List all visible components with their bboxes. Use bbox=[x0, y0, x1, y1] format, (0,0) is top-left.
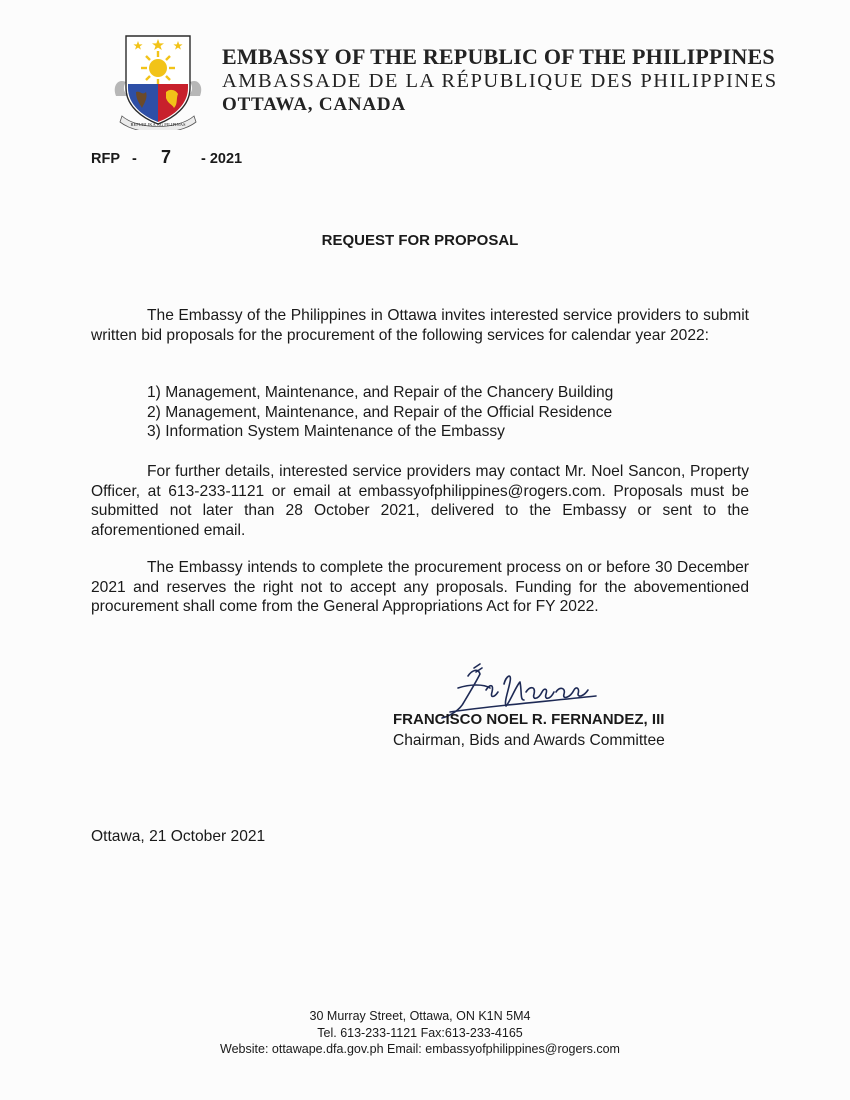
list-item: 1) Management, Maintenance, and Repair of the Chancery Building bbox=[147, 384, 614, 401]
reference-prefix: RFP bbox=[91, 151, 120, 167]
list-item: 3) Information System Maintenance of the Embassy bbox=[147, 423, 505, 441]
place-and-date: Ottawa, 21 October 2021 bbox=[91, 828, 266, 845]
services-list bbox=[147, 383, 613, 442]
procurement-paragraph bbox=[91, 558, 749, 617]
seal-motto: REPUBLIKA NG PILIPINAS bbox=[130, 122, 186, 127]
intro-text: The Embassy of the Philippines in Ottawa invites interested service providers to submit written bid proposals for the procurement of the following services for calendar year 2022: bbox=[91, 307, 749, 344]
details-text: For further details, interested service providers may contact Mr. Noel Sancon, Property Officer, at 613-233-1121 or email at embassyofphilippines@rogers.com. Proposals must be submitted not later than 28 October 2021, delivered to the Embassy or sent to the aforementioned email. bbox=[91, 463, 749, 539]
letterhead-line-english: EMBASSY OF THE REPUBLIC OF THE PHILIPPINES bbox=[222, 44, 775, 69]
letterhead-location: OTTAWA, CANADA bbox=[222, 94, 406, 115]
procurement-text: The Embassy intends to complete the procurement process on or before 30 December 2021 and reserves the right not to accept any proposals. Funding for the abovementioned procurement shall come from the General Appropriations Act for FY 2022. bbox=[91, 559, 749, 616]
footer bbox=[0, 1008, 840, 1058]
philippine-coat-of-arms-icon bbox=[112, 26, 204, 130]
signatory-name: FRANCISCO NOEL R. FERNANDEZ, III bbox=[393, 711, 665, 728]
letterhead-line-french: AMBASSADE DE LA RÉPUBLIQUE DES PHILIPPINES bbox=[222, 70, 778, 92]
details-paragraph bbox=[91, 462, 749, 540]
reference-dash: - bbox=[132, 151, 137, 167]
intro-paragraph bbox=[91, 306, 749, 345]
footer-website-email: Website: ottawape.dfa.gov.ph Email: embassyofphilippines@rogers.com bbox=[220, 1042, 620, 1056]
reference-year: - 2021 bbox=[201, 151, 243, 167]
reference-sequence: 7 bbox=[161, 147, 172, 167]
signatory-title: Chairman, Bids and Awards Committee bbox=[393, 732, 665, 749]
list-item: 2) Management, Maintenance, and Repair of the Official Residence bbox=[147, 403, 613, 421]
footer-phone-fax: Tel. 613-233-1121 Fax:613-233-4165 bbox=[317, 1025, 523, 1040]
document-title: REQUEST FOR PROPOSAL bbox=[321, 232, 519, 249]
footer-address: 30 Murray Street, Ottawa, ON K1N 5M4 bbox=[309, 1009, 531, 1023]
